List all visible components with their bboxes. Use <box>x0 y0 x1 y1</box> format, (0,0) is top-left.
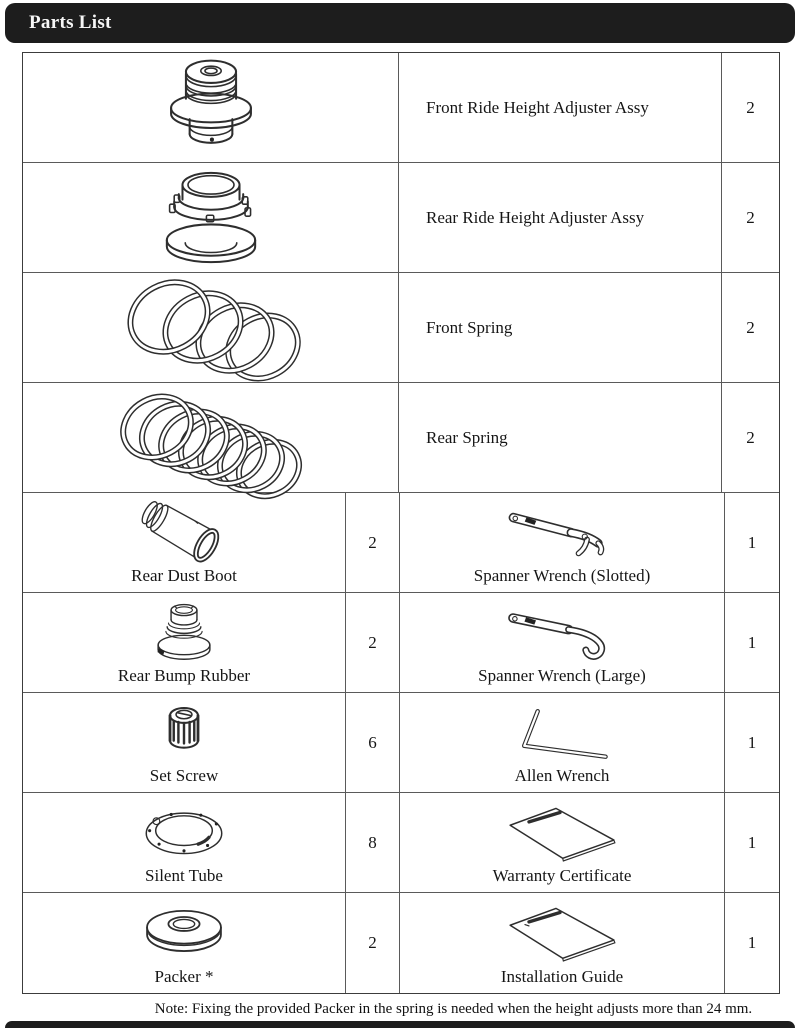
table-row <box>23 273 779 383</box>
warranty-certificate-illustration <box>472 801 652 865</box>
set-screw-illustration <box>156 701 212 757</box>
part-image-cell <box>23 163 399 272</box>
part-image-cell <box>23 273 399 382</box>
part-qty: 1 <box>747 532 757 552</box>
rear-ride-height-adjuster-illustration <box>142 166 280 270</box>
part-qty: 2 <box>346 893 400 993</box>
allen-wrench-illustration <box>472 701 652 765</box>
silent-tube-illustration <box>114 801 254 865</box>
part-cell <box>400 793 725 892</box>
parts-table <box>22 52 780 994</box>
table-row <box>23 53 779 163</box>
part-name: Rear Bump Rubber <box>117 666 251 685</box>
part-cell <box>23 593 346 692</box>
part-name: Rear Ride Height Adjuster Assy <box>399 163 722 272</box>
part-name: Set Screw <box>149 766 219 785</box>
part-image-cell <box>23 383 399 492</box>
part-name: Spanner Wrench (Large) <box>478 666 646 685</box>
part-cell <box>400 693 725 792</box>
part-name: Packer * <box>154 967 214 986</box>
table-row <box>23 693 779 793</box>
part-qty: 2 <box>346 593 400 692</box>
part-qty: 2 <box>746 97 755 117</box>
part-name: Silent Tube <box>145 866 223 885</box>
part-qty: 6 <box>346 693 400 792</box>
part-cell <box>400 593 725 692</box>
table-row <box>23 593 779 693</box>
part-name: Installation Guide <box>500 967 624 986</box>
section-header-bar <box>5 3 795 43</box>
part-cell <box>23 893 346 993</box>
part-qty: 2 <box>346 493 400 592</box>
packer-illustration <box>126 901 242 965</box>
part-qty: 8 <box>346 793 400 892</box>
spanner-wrench-large-illustration <box>457 601 667 665</box>
part-qty: 1 <box>747 933 757 952</box>
part-name: Front Spring <box>399 273 722 382</box>
table-row <box>23 793 779 893</box>
page-title: Parts List <box>29 12 112 33</box>
front-spring-illustration <box>91 277 331 379</box>
part-qty: 1 <box>747 632 757 652</box>
packer-footnote: Note: Fixing the provided Packer in the spring is needed when the height adjusts more than 24 mm. <box>154 1001 753 1017</box>
part-qty: 1 <box>747 732 757 752</box>
part-cell <box>23 693 346 792</box>
table-row <box>23 893 779 993</box>
part-qty: 2 <box>746 317 755 337</box>
table-row <box>23 493 779 593</box>
front-ride-height-adjuster-illustration <box>149 56 273 160</box>
table-row <box>23 163 779 273</box>
rear-dust-boot-illustration <box>99 501 269 565</box>
spanner-wrench-slotted-illustration <box>457 501 667 565</box>
part-qty: 2 <box>746 207 755 227</box>
table-row <box>23 383 779 493</box>
next-section-header-bar <box>5 1021 795 1028</box>
part-image-cell <box>23 53 399 162</box>
rear-spring-illustration <box>91 387 331 489</box>
part-name: Rear Spring <box>399 383 722 492</box>
rear-bump-rubber-illustration <box>119 601 249 667</box>
part-name: Spanner Wrench (Slotted) <box>473 566 651 585</box>
part-cell <box>400 493 725 592</box>
installation-guide-illustration <box>472 901 652 965</box>
part-cell <box>400 893 725 993</box>
part-name: Front Ride Height Adjuster Assy <box>399 53 722 162</box>
part-name: Rear Dust Boot <box>131 566 237 585</box>
part-name: Warranty Certificate <box>492 866 632 885</box>
part-qty: 2 <box>746 427 755 447</box>
part-cell <box>23 793 346 892</box>
part-qty: 1 <box>747 832 757 852</box>
part-name: Allen Wrench <box>514 766 610 785</box>
part-cell <box>23 493 346 592</box>
